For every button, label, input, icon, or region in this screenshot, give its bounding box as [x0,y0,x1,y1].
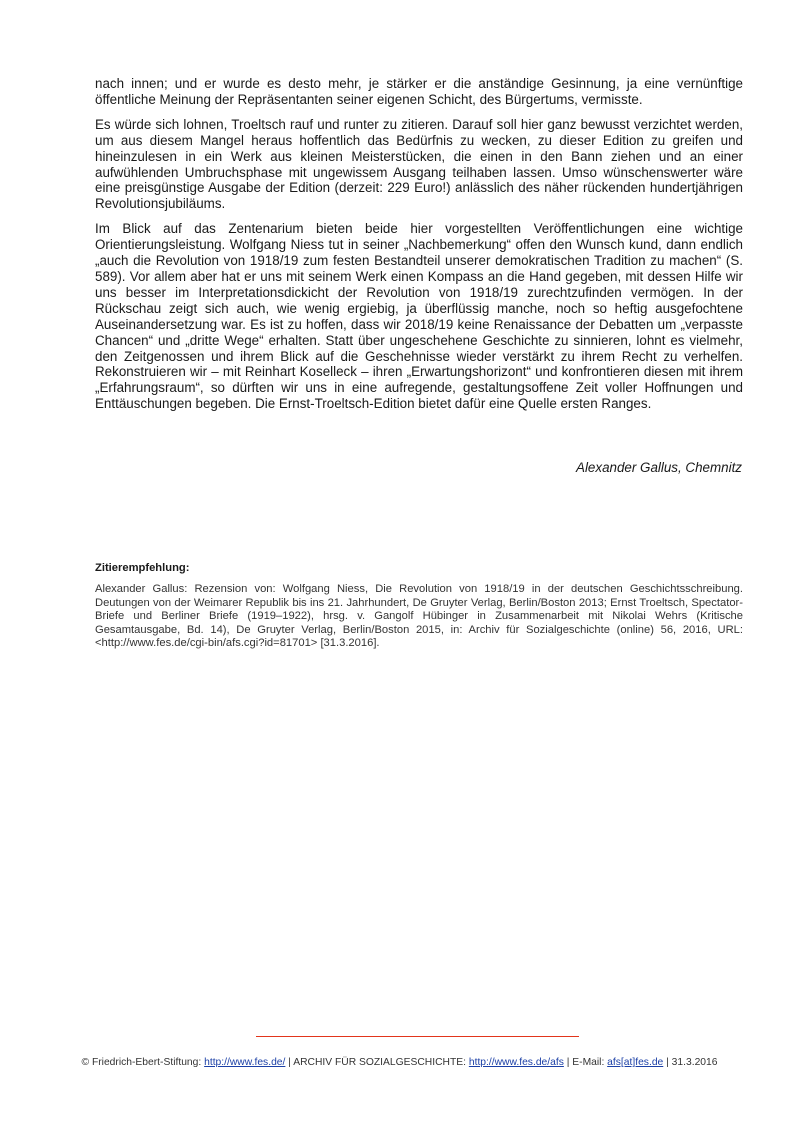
email-link[interactable]: afs[at]fes.de [607,1057,664,1068]
citation-heading: Zitierempfehlung: [95,562,190,574]
footer-email-label: | E-Mail: [563,1057,608,1068]
footer-date: | 31.3.2016 [663,1057,718,1068]
article-body [95,76,743,421]
footer-divider [256,1036,579,1037]
fes-link[interactable]: http://www.fes.de/ [204,1057,286,1068]
paragraph-3: Im Blick auf das Zentenarium bieten beide hier vorgestellten Veröffentlichungen eine wichtige Orientierungsleistung. Wolfgang Niess tut in seiner „Nachbemerkung“ offen den Wunsch kund, dann endlich „auch die Revolution von 1918/19 zum festen Bestandteil unserer demokratischen Tradition zu machen“ (S. 589). Vor allem aber hat er uns mit seinem Werk einen Kompass an die Hand gegeben, mit dessen Hilfe wir uns besser im Interpretationsdickicht der Revolution von 1918/19 zurechtzufinden vermögen. In der Rückschau zeigt sich auch, wie wenig ergiebig, ja überflüssig manche, noch so heftig ausgefochtene Auseinandersetzung war. Es ist zu hoffen, dass wir 2018/19 keine Renaissance der Debatten um „verpasste Chancen“ und „dritte Wege“ erhalten. Statt über ungeschehene Geschichte zu sinnieren, lohnt es vielmehr, den Zeitgenossen und ihrem Blick auf die Geschehnisse wieder verstärkt zu ihrem Recht zu verhelfen. Rekonstruieren wir – mit Reinhart Koselleck – ihren „Erwartungshorizont“ und konfrontieren diesen mit ihrem „Erfahrungsraum“, so dürften wir uns in eine aufregende, gestaltungsoffene Zeit voller Hoffnungen und Enttäuschungen begeben. Die Ernst-Troeltsch-Edition bietet dafür eine Quelle ersten Ranges. [95,221,743,412]
paragraph-2: Es würde sich lohnen, Troeltsch rauf und runter zu zitieren. Darauf soll hier ganz bewusst verzichtet werden, um aus diesem Mangel heraus hoffentlich das Bedürfnis zu wecken, zu dieser Edition zu greifen und hineinzulesen in ein Werk aus kleinen Meisterstücken, die einen in den Bann ziehen und an einer aufwühlenden Umbruchsphase mit ungewissem Ausgang teilhaben lassen. Umso wünschenswerter wäre eine preisgünstige Ausgabe der Edition (derzeit: 229 Euro!) anlässlich des näher rückenden hundertjährigen Revolutionsjubiläums. [95,116,743,212]
footer-copyright: © Friedrich-Ebert-Stiftung: [81,1057,205,1068]
page-footer [0,1057,799,1068]
citation-block [95,562,743,651]
citation-text: Alexander Gallus: Rezension von: Wolfgang Niess, Die Revolution von 1918/19 in der deutschen Geschichtsschreibung. Deutungen von der Weimarer Republik bis ins 21. Jahrhundert, De Gruyter Verlag, Berlin/Boston 2013; Ernst Troeltsch, Spectator-Briefe und Berliner Briefe (1919–1922), hrsg. v. Gangolf Hübinger in Zusammenarbeit mit Nikolai Wehrs (Kritische Gesamtausgabe, Bd. 14), De Gruyter Verlag, Berlin/Boston 2015, in: Archiv für Sozialgeschichte (online) 56, 2016, URL: <http://www.fes.de/cgi-bin/afs.cgi?id=81701> [31.3.2016]. [95,583,743,650]
afs-link[interactable]: http://www.fes.de/afs [468,1057,564,1068]
author-signature: Alexander Gallus, Chemnitz [576,460,742,475]
paragraph-1: nach innen; und er wurde es desto mehr, je stärker er die anständige Gesinnung, ja eine vernünftige öffentliche Meinung der Repräsentanten seiner eigenen Schicht, des Bürgertums, vermisste. [95,76,743,107]
footer-archive-label: | ARCHIV FÜR SOZIALGESCHICHTE: [285,1057,469,1068]
